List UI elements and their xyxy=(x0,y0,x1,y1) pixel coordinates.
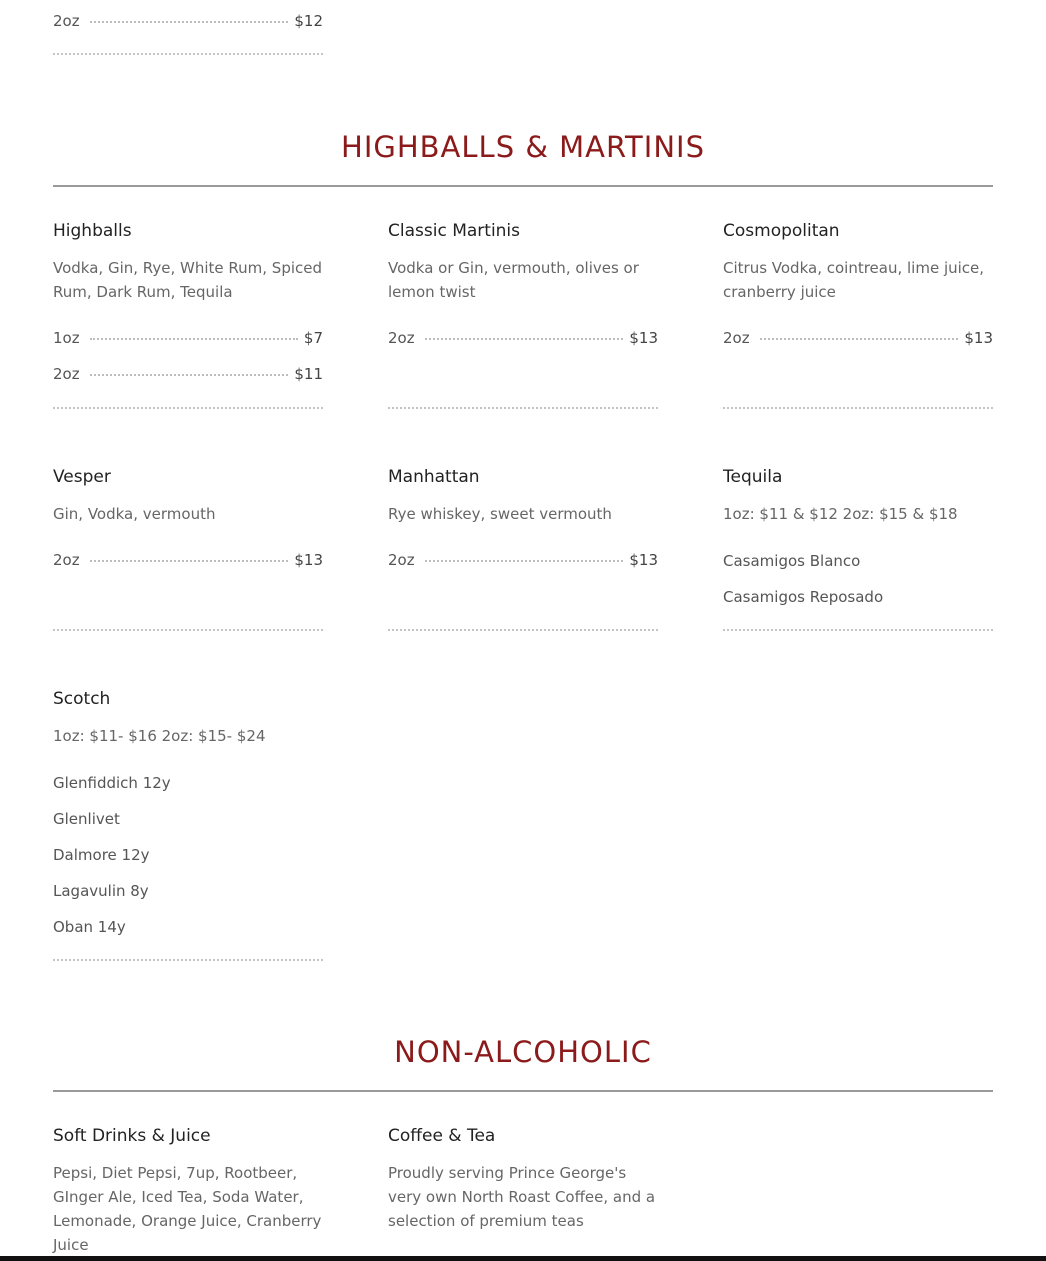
item-title: Manhattan xyxy=(388,467,480,487)
viewport-bottom-edge xyxy=(0,1256,1046,1261)
option-item: Glenfiddich 12y xyxy=(53,774,171,792)
item-separator xyxy=(53,51,323,55)
price-value: $12 xyxy=(294,12,323,30)
price-size: 2oz xyxy=(53,12,80,30)
item-separator xyxy=(53,627,323,631)
item-separator xyxy=(388,405,658,409)
price-value: $13 xyxy=(964,329,993,347)
item-title: Coffee & Tea xyxy=(388,1126,496,1146)
item-title: Classic Martinis xyxy=(388,221,521,241)
item-description: 1oz: $11- $16 2oz: $15- $24 xyxy=(53,727,266,745)
option-item: Glenlivet xyxy=(53,810,120,828)
item-description: Citrus Vodka, cointreau, lime juice, cranberry juice xyxy=(723,259,985,301)
item-description: Rye whiskey, sweet vermouth xyxy=(388,505,612,523)
price-size: 2oz xyxy=(53,365,80,383)
price-row xyxy=(723,329,993,351)
item-separator xyxy=(53,957,323,961)
item-description: Vodka, Gin, Rye, White Rum, Spiced Rum, Dark Rum, Tequila xyxy=(53,259,323,301)
price-value: $7 xyxy=(303,329,323,347)
item-description: Pepsi, Diet Pepsi, 7up, Rootbeer, GInger Ale, Iced Tea, Soda Water, Lemonade, Orange Juice, Cranberry Juice xyxy=(53,1164,322,1254)
item-description: Vodka or Gin, vermouth, olives or lemon twist xyxy=(388,259,639,301)
price-row xyxy=(53,329,323,351)
option-item: Lagavulin 8y xyxy=(53,882,149,900)
item-separator xyxy=(723,405,993,409)
price-row xyxy=(53,365,323,387)
price-value: $13 xyxy=(294,551,323,569)
price-value: $11 xyxy=(294,365,323,383)
price-row-top-2oz xyxy=(53,12,323,34)
option-item: Casamigos Reposado xyxy=(723,588,884,606)
price-row xyxy=(53,551,323,573)
price-size: 2oz xyxy=(388,551,415,569)
item-title: Scotch xyxy=(53,689,111,709)
price-value: $13 xyxy=(629,551,658,569)
item-description: Proudly serving Prince George's very own North Roast Coffee, and a selection of premium teas xyxy=(388,1164,656,1230)
section-divider xyxy=(53,185,993,187)
item-title: Cosmopolitan xyxy=(723,221,840,241)
price-row xyxy=(388,329,658,351)
option-item: Dalmore 12y xyxy=(53,846,150,864)
option-item: Oban 14y xyxy=(53,918,126,936)
price-size: 2oz xyxy=(53,551,80,569)
dot-leader xyxy=(90,373,289,376)
price-row xyxy=(388,551,658,573)
price-size: 2oz xyxy=(723,329,750,347)
section-divider xyxy=(53,1090,993,1092)
item-separator xyxy=(53,405,323,409)
item-description: 1oz: $11 & $12 2oz: $15 & $18 xyxy=(723,505,958,523)
dot-leader xyxy=(90,559,289,562)
section-title-non-alcoholic: NON-ALCOHOLIC xyxy=(394,1035,652,1069)
dot-leader xyxy=(425,559,624,562)
item-separator xyxy=(388,627,658,631)
section-title-highballs-martinis: HIGHBALLS & MARTINIS xyxy=(341,130,705,164)
dot-leader xyxy=(760,337,959,340)
option-item: Casamigos Blanco xyxy=(723,552,861,570)
dot-leader xyxy=(90,337,298,340)
item-separator xyxy=(723,627,993,631)
item-title: Highballs xyxy=(53,221,132,241)
price-value: $13 xyxy=(629,329,658,347)
price-size: 2oz xyxy=(388,329,415,347)
item-title: Tequila xyxy=(723,467,783,487)
price-size: 1oz xyxy=(53,329,80,347)
item-title: Vesper xyxy=(53,467,111,487)
dot-leader xyxy=(90,20,289,23)
dot-leader xyxy=(425,337,624,340)
item-title: Soft Drinks & Juice xyxy=(53,1126,211,1146)
item-description: Gin, Vodka, vermouth xyxy=(53,505,216,523)
